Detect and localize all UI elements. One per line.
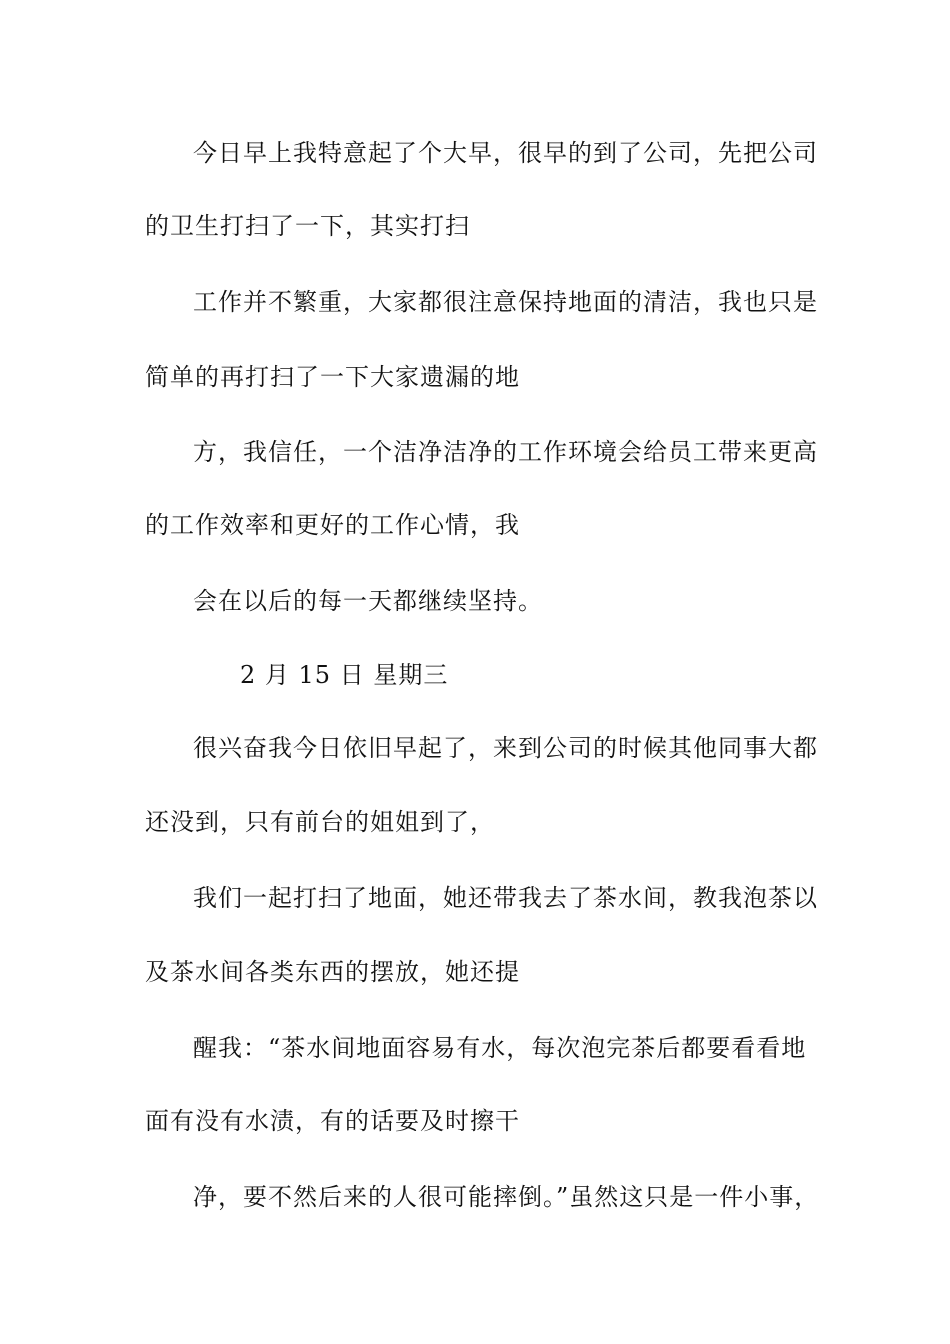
paragraph-line: 方，我信任，一个洁净洁净的工作环境会给员工带来更高 <box>193 438 818 466</box>
paragraph-line: 面有没有水渍，有的话要及时擦干 <box>145 1107 520 1135</box>
paragraph-line: 及茶水间各类东西的摆放，她还提 <box>145 958 520 986</box>
paragraph-line: 还没到，只有前台的姐姐到了， <box>145 808 495 836</box>
paragraph-line: 我们一起打扫了地面，她还带我去了茶水间，教我泡茶以 <box>193 884 818 912</box>
paragraph-line: 净，要不然后来的人很可能摔倒。”虽然这只是一件小事， <box>193 1183 820 1211</box>
paragraph-line: 的卫生打扫了一下，其实打扫 <box>145 212 470 240</box>
paragraph-line: 工作并不繁重，大家都很注意保持地面的清洁，我也只是 <box>193 288 818 316</box>
paragraph-line: 醒我：“茶水间地面容易有水，每次泡完茶后都要看看地 <box>193 1034 807 1062</box>
paragraph-line: 简单的再打扫了一下大家遗漏的地 <box>145 363 520 391</box>
paragraph-line: 会在以后的每一天都继续坚持。 <box>193 587 543 615</box>
paragraph-line: 今日早上我特意起了个大早，很早的到了公司，先把公司 <box>193 139 818 167</box>
paragraph-line: 很兴奋我今日依旧早起了，来到公司的时候其他同事大都 <box>193 734 818 762</box>
paragraph-line: 的工作效率和更好的工作心情，我 <box>145 511 520 539</box>
date-heading: 2 月 15 日 星期三 <box>240 661 449 689</box>
